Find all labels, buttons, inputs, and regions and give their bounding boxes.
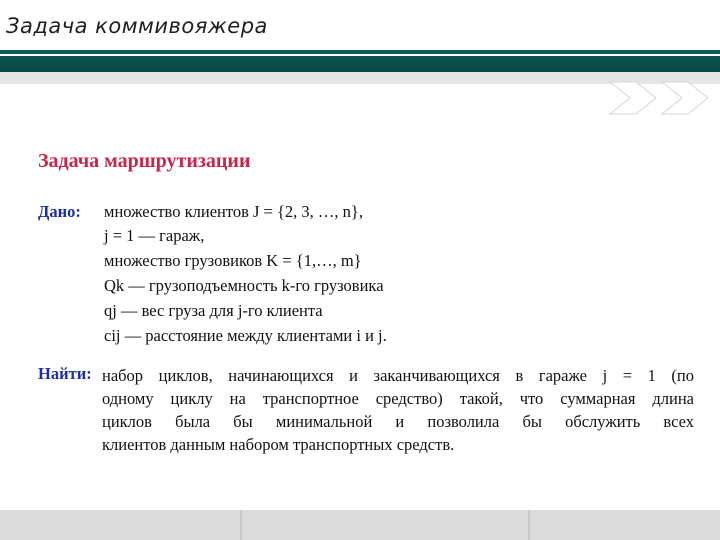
header-band-thin: [0, 50, 720, 54]
given-line: Qk — грузоподъемность k-го грузовика: [104, 276, 384, 295]
footer-bar: [0, 510, 720, 540]
given-line: qj — вес груза для j-го клиента: [104, 301, 323, 320]
footer-divider: [240, 510, 242, 540]
find-line: циклов была бы минимальной и позволила бы обслужить всех: [102, 412, 694, 431]
slide-content: [18, 118, 698, 500]
find-label: Найти:: [38, 364, 92, 383]
given-line: множество клиентов J = {2, 3, …, n},: [104, 202, 363, 221]
find-line: набор циклов, начинающихся и заканчивающихся в гараже j = 1 (по: [102, 366, 694, 385]
find-paragraph: [102, 364, 694, 456]
find-line: клиентов данным набором транспортных средств.: [102, 435, 455, 454]
given-line: множество грузовиков K = {1,…, m}: [104, 251, 362, 270]
find-line: одному циклу на транспортное средство) такой, что суммарная длина: [102, 389, 694, 408]
double-chevron-right-icon: [606, 78, 716, 118]
header-band: [0, 56, 720, 72]
page-title: Задача коммивояжера: [6, 14, 268, 38]
given-line: cij — расстояние между клиентами i и j.: [104, 326, 387, 345]
given-line: j = 1 — гараж,: [104, 226, 205, 245]
given-label: Дано:: [38, 202, 81, 221]
slide-title: Задача маршрутизации: [38, 150, 251, 172]
footer-divider: [528, 510, 530, 540]
